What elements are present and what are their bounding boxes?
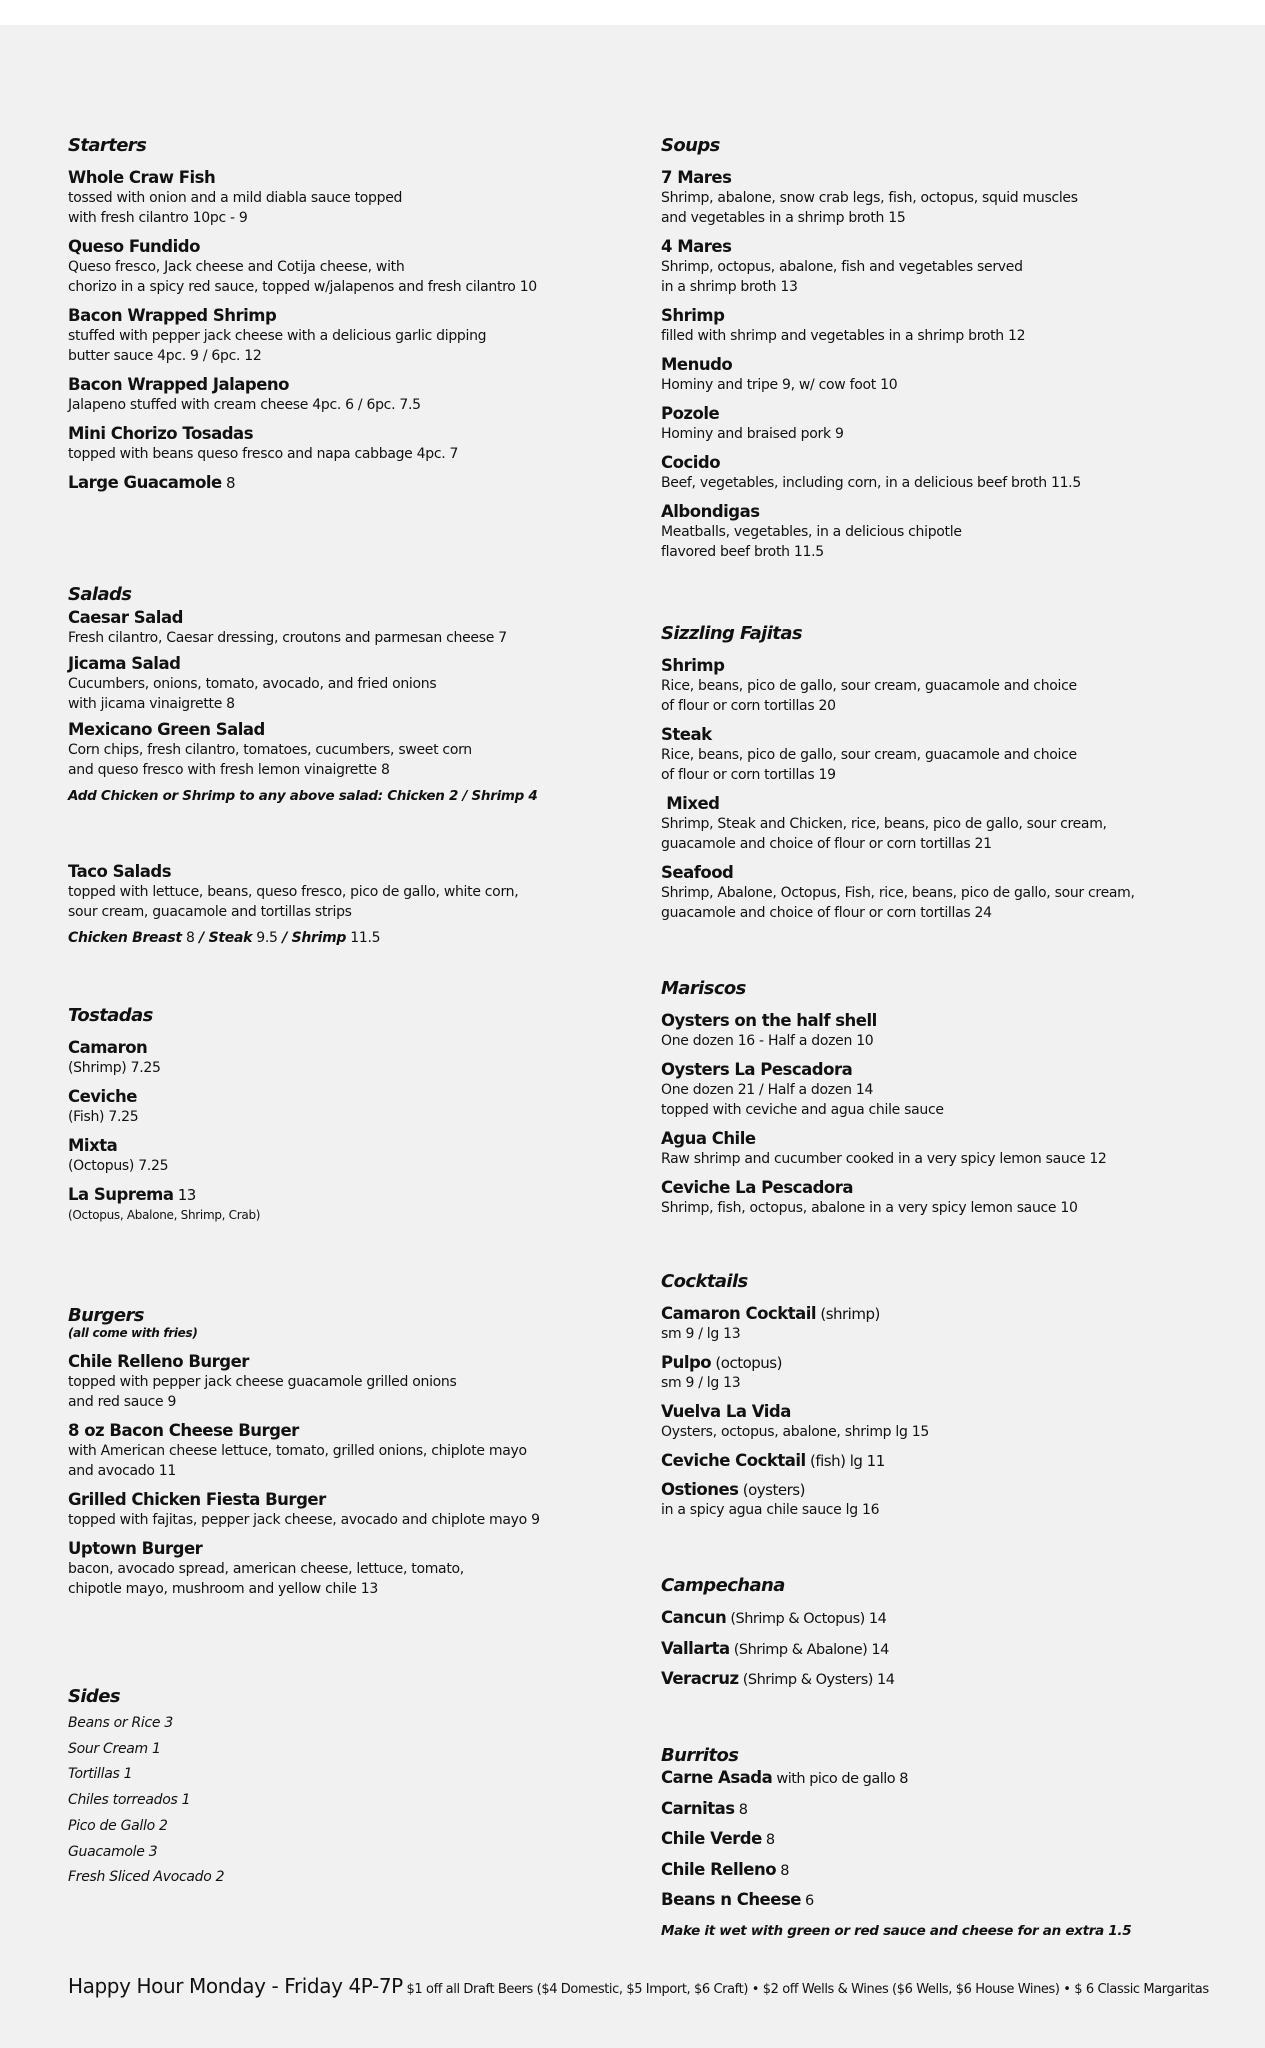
item-desc: Rice, beans, pico de gallo, sour cream, guacamole and choice of flour or corn tortillas 19 [661,747,1077,783]
menu-item [68,608,628,648]
fajitas-section [661,623,1251,932]
campechana-section [661,1575,1251,1700]
menu-item [661,1608,1251,1629]
item-suffix: (Shrimp & Oysters) 14 [738,1672,895,1688]
item-name-text: La Suprema [68,1185,174,1204]
item-name: Menudo [661,355,733,374]
section-title: Sides [68,1686,120,1707]
menu-item [661,1480,1251,1520]
happy-hour-footer [68,1974,1248,1998]
section-title: Soups [661,135,720,156]
section-title: Starters [68,135,147,156]
side-item: Pico de Gallo 2 [68,1817,168,1834]
menu-item [661,1353,1251,1393]
item-desc: Meatballs, vegetables, in a delicious chipotle flavored beef broth 11.5 [661,524,962,560]
item-price: 13 [173,1186,196,1204]
item-desc: (Octopus, Abalone, Shrimp, Crab) [68,1208,261,1222]
item-name: Beans n Cheese [661,1890,801,1909]
item-desc: (Octopus) 7.25 [68,1158,169,1174]
item-desc: Corn chips, fresh cilantro, tomatoes, cucumbers, sweet corn and queso fresco with fresh lemon vinaigrette 8 [68,742,472,778]
item-suffix: 6 [800,1893,814,1909]
item-suffix: (Shrimp & Abalone) 14 [729,1641,889,1658]
menu-item [661,1860,1251,1881]
option-label: / Shrimp [277,930,347,946]
menu-item [661,168,1251,228]
menu-item [68,424,628,464]
item-name [68,1185,628,1205]
menu-item [68,1490,628,1530]
menu-item [68,473,628,493]
menu-item [661,1451,1251,1471]
menu-item [68,237,628,297]
item-suffix: (Shrimp & Octopus) 14 [726,1611,887,1627]
item-price: 8 [221,474,236,492]
side-item: Sour Cream 1 [68,1740,161,1757]
item-desc: filled with shrimp and vegetables in a shrimp broth 12 [661,328,1026,344]
item-desc: Shrimp, octopus, abalone, fish and vegetables served in a shrimp broth 13 [661,259,1023,295]
item-desc: stuffed with pepper jack cheese with a delicious garlic dipping butter sauce 4pc. 9 / 6pc. 12 [68,328,487,364]
item-desc: One dozen 21 / Half a dozen 14 topped with ceviche and agua chile sauce [661,1082,944,1118]
item-suffix: 8 [761,1832,775,1848]
item-name: 8 oz Bacon Cheese Burger [68,1421,299,1440]
item-name: Whole Craw Fish [68,168,216,187]
item-name-text: Ceviche Cocktail [661,1451,806,1470]
item-name: Shrimp [661,656,725,675]
item-name [68,473,628,493]
side-item: Chiles torreados 1 [68,1792,191,1809]
item-name: Carnitas [661,1798,735,1818]
section-title: Sizzling Fajitas [661,623,802,644]
item-name-text: Vuelva La Vida [661,1402,791,1421]
item-name-text: Camaron Cocktail [661,1304,817,1323]
option-label: Chicken Breast [68,930,182,946]
item-name: Camaron [68,1038,148,1057]
item-desc: Hominy and braised pork 9 [661,426,844,442]
menu-item [661,1890,1251,1911]
item-name: Shrimp [661,306,725,325]
item-name: Chile Relleno [661,1859,777,1879]
item-name: Mexicano Green Salad [68,720,265,739]
option-price: 11.5 [346,930,381,946]
taco-salads-section [68,862,628,948]
item-suffix: (octopus) [711,1354,782,1372]
item-desc: Fresh cilantro, Caesar dressing, croutons and parmesan cheese 7 [68,630,507,646]
item-name: Mini Chorizo Tosadas [68,424,254,443]
item-name [661,1402,1251,1422]
menu-item [68,1421,628,1481]
section-title: Mariscos [661,978,746,999]
item-desc: Cucumbers, onions, tomato, avocado, and fried onions with jicama vinaigrette 8 [68,676,437,712]
item-name: Chile Relleno Burger [68,1352,249,1371]
menu-item [661,502,1251,562]
item-desc: Beef, vegetables, including corn, in a delicious beef broth 11.5 [661,475,1081,491]
menu-item [68,168,628,228]
item-suffix: 8 [734,1801,748,1818]
item-name [661,1451,1251,1471]
item-desc: Oysters, octopus, abalone, shrimp lg 15 [661,1424,929,1440]
salad-addon-note: Add Chicken or Shrimp to any above salad: Chicken 2 / Shrimp 4 [68,788,538,804]
menu-item [661,794,1251,854]
item-desc: with American cheese lettuce, tomato, grilled onions, chiplote mayo and avocado 11 [68,1443,527,1479]
item-name: Steak [661,725,712,744]
sides-section [68,1686,628,1891]
item-desc: Shrimp, Abalone, Octopus, Fish, rice, beans, pico de gallo, sour cream, guacamole and choice of flour or corn tortillas 24 [661,885,1135,921]
item-desc: topped with fajitas, pepper jack cheese, avocado and chiplote mayo 9 [68,1512,540,1528]
item-name [661,1480,1251,1500]
item-desc: tossed with onion and a mild diabla sauce topped with fresh cilantro 10pc - 9 [68,190,403,226]
menu-item [661,656,1251,716]
item-name: Taco Salads [68,862,172,881]
item-desc: One dozen 16 - Half a dozen 10 [661,1033,874,1049]
item-name-text: Ostiones [661,1480,739,1499]
option-price: 8 [181,930,195,946]
section-title: Burritos [661,1745,739,1766]
section-note: (all come with fries) [68,1326,198,1340]
menu-item [661,453,1251,493]
item-suffix: (fish) lg 11 [805,1452,885,1470]
side-item: Fresh Sliced Avocado 2 [68,1869,225,1886]
item-name: Uptown Burger [68,1539,203,1558]
section-title: Cocktails [661,1271,748,1292]
option-price: 9.5 [252,930,278,946]
item-name: Pozole [661,404,720,423]
option-label: / Steak [194,930,253,946]
item-name: 4 Mares [661,237,732,256]
item-name [661,1304,1251,1324]
menu-item [68,375,628,415]
burritos-section [661,1745,1251,1941]
item-suffix: 8 [776,1862,789,1879]
item-name: Albondigas [661,502,760,521]
item-name: Bacon Wrapped Shrimp [68,306,277,325]
side-item: Beans or Rice 3 [68,1715,173,1731]
menu-item [661,1829,1251,1850]
menu-page [0,25,1265,2048]
side-item: Tortillas 1 [68,1766,133,1783]
taco-salad-options [68,928,628,948]
menu-item [661,1129,1251,1169]
section-title: Salads [68,584,132,605]
item-name: 7 Mares [661,168,732,187]
menu-item [68,1539,628,1599]
item-desc: topped with lettuce, beans, queso fresco, pico de gallo, white corn, sour cream, guacamole and tortillas strips [68,884,519,920]
item-name-text: Large Guacamole [68,473,222,492]
burrito-note: Make it wet with green or red sauce and cheese for an extra 1.5 [661,1922,1132,1939]
item-name: Seafood [661,863,734,882]
item-desc: Raw shrimp and cucumber cooked in a very spicy lemon sauce 12 [661,1151,1107,1167]
menu-item [661,863,1251,923]
menu-item [661,1304,1251,1344]
item-suffix: (shrimp) [816,1305,880,1323]
item-suffix: (oysters) [738,1481,805,1499]
section-title: Tostadas [68,1005,153,1026]
menu-item [661,1669,1251,1690]
item-name: Vallarta [661,1638,730,1658]
menu-item [68,1038,628,1078]
burgers-section [68,1305,628,1608]
menu-item [68,654,628,714]
menu-item [68,720,628,780]
menu-item [661,404,1251,444]
item-name: Chile Verde [661,1829,762,1848]
menu-item [661,237,1251,297]
item-name: Carne Asada [661,1768,773,1787]
item-name: Bacon Wrapped Jalapeno [68,375,290,394]
item-name: Ceviche La Pescadora [661,1178,854,1197]
item-desc: (Fish) 7.25 [68,1109,139,1125]
item-desc: Shrimp, abalone, snow crab legs, fish, octopus, squid muscles and vegetables in a shrimp broth 15 [661,190,1078,226]
item-name: Ceviche [68,1087,137,1106]
salads-section [68,584,628,806]
item-name: Agua Chile [661,1129,756,1148]
menu-item [661,1011,1251,1051]
menu-item [661,1768,1251,1789]
soups-section [661,135,1251,571]
happy-hour-headline: Happy Hour Monday - Friday 4P-7P [68,1974,403,1998]
tostadas-section [68,1005,628,1234]
happy-hour-details: $1 off all Draft Beers ($4 Domestic, $5 Import, $6 Craft) • $2 off Wells & Wines ($6 Wells, $6 House Wines) • $ 6 Classic Margaritas [402,1982,1209,1997]
item-name: Mixed [661,794,720,813]
menu-item [661,355,1251,395]
menu-item [661,1799,1251,1820]
menu-item [68,1136,628,1176]
item-desc: Shrimp, fish, octopus, abalone in a very spicy lemon sauce 10 [661,1200,1078,1216]
item-desc: Hominy and tripe 9, w/ cow foot 10 [661,377,898,393]
menu-item [68,306,628,366]
item-name: Cocido [661,453,721,472]
item-name: Jicama Salad [68,654,181,673]
menu-item [661,1060,1251,1120]
item-name: Grilled Chicken Fiesta Burger [68,1490,326,1509]
item-name-text: Pulpo [661,1353,712,1372]
item-name: Oysters on the half shell [661,1011,877,1030]
item-desc: Queso fresco, Jack cheese and Cotija cheese, with chorizo in a spicy red sauce, topped w/jalapenos and fresh cilantro 10 [68,259,537,295]
item-desc: Rice, beans, pico de gallo, sour cream, guacamole and choice of flour or corn tortillas 20 [661,678,1077,714]
item-desc: topped with pepper jack cheese guacamole grilled onions and red sauce 9 [68,1374,457,1410]
menu-item [661,1402,1251,1442]
menu-item [661,1178,1251,1218]
item-name: Mixta [68,1136,118,1155]
section-title: Burgers [68,1305,144,1326]
item-name: Caesar Salad [68,608,183,627]
item-desc: topped with beans queso fresco and napa cabbage 4pc. 7 [68,446,459,462]
item-desc: Jalapeno stuffed with cream cheese 4pc. 6 / 6pc. 7.5 [68,397,421,413]
item-name: Cancun [661,1608,727,1627]
mariscos-section [661,978,1251,1227]
menu-item [68,1185,628,1225]
starters-section [68,135,628,502]
item-desc: Shrimp, Steak and Chicken, rice, beans, pico de gallo, sour cream, guacamole and choice of flour or corn tortillas 21 [661,816,1107,852]
item-name [661,1353,1251,1373]
item-desc: sm 9 / lg 13 [661,1375,741,1391]
menu-item [661,306,1251,346]
menu-item [68,1087,628,1127]
item-name: Queso Fundido [68,237,200,256]
item-desc: bacon, avocado spread, american cheese, lettuce, tomato, chipotle mayo, mushroom and yellow chile 13 [68,1561,464,1597]
item-name: Veracruz [661,1669,739,1688]
side-item: Guacamole 3 [68,1843,158,1860]
menu-item [661,1639,1251,1660]
item-desc: (Shrimp) 7.25 [68,1060,161,1076]
item-desc: sm 9 / lg 13 [661,1326,741,1342]
cocktails-section [661,1271,1251,1529]
section-title: Campechana [661,1575,785,1596]
item-name: Oysters La Pescadora [661,1060,853,1079]
menu-item [68,1352,628,1412]
item-suffix: with pico de gallo 8 [772,1771,908,1787]
item-desc: in a spicy agua chile sauce lg 16 [661,1502,880,1518]
menu-item [661,725,1251,785]
